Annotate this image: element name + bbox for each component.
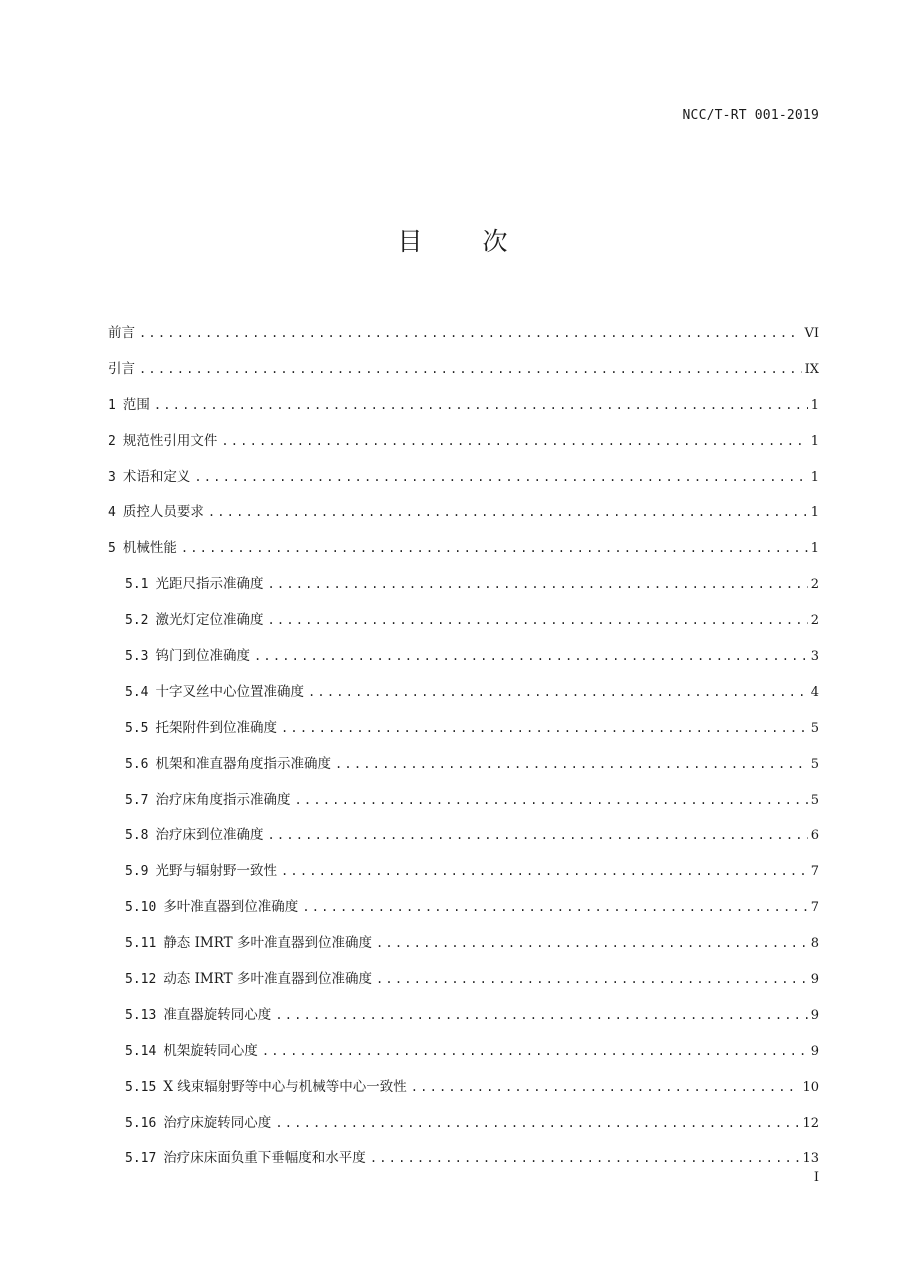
toc-dot-leader — [139, 326, 801, 340]
toc-entry-number: 5.11 — [125, 936, 157, 952]
toc-entry-label — [125, 859, 281, 879]
toc-entry[interactable] — [108, 788, 819, 824]
toc-entry-page: 7 — [810, 864, 819, 880]
toc-entry-title: 治疗床床面负重下垂幅度和水平度 — [163, 1150, 366, 1167]
toc-entry-label — [108, 393, 154, 413]
toc-entry[interactable] — [108, 465, 819, 501]
toc-entry-label — [108, 536, 181, 556]
toc-dot-leader — [154, 398, 808, 412]
toc-title: 目 次 — [397, 227, 534, 256]
toc-entry[interactable] — [108, 1146, 819, 1182]
toc-entry-page: 8 — [810, 936, 819, 952]
toc-entry-label — [108, 357, 139, 377]
toc-entry[interactable] — [108, 1111, 819, 1147]
toc-entry[interactable] — [108, 716, 819, 752]
toc-entry-page: VI — [804, 326, 819, 341]
toc-entry[interactable] — [108, 823, 819, 859]
toc-entry[interactable] — [108, 608, 819, 644]
toc-entry-title: 十字叉丝中心位置准确度 — [155, 683, 304, 700]
toc-entry-label — [125, 572, 267, 592]
toc-entry-label — [125, 931, 376, 951]
toc-entry-label — [125, 1146, 370, 1166]
toc-entry-title: 治疗床旋转同心度 — [163, 1114, 272, 1131]
toc-entry-title: 规范性引用文件 — [122, 432, 218, 449]
toc-entry[interactable] — [108, 500, 819, 536]
toc-entry-number: 5.8 — [125, 828, 149, 844]
toc-entry-number: 5 — [108, 541, 116, 557]
page-number: I — [813, 1170, 819, 1185]
toc-dot-leader — [267, 828, 807, 842]
toc-dot-leader — [370, 1151, 800, 1165]
toc-entry-page: 7 — [810, 900, 819, 916]
toc-entry-number: 5.3 — [125, 649, 149, 665]
toc-entry-title: 光野与辐射野一致性 — [155, 863, 277, 880]
toc-entry-number: 4 — [108, 505, 116, 521]
toc-entry-page: 12 — [802, 1115, 819, 1131]
toc-entry-page: 4 — [810, 684, 819, 700]
toc-dot-leader — [411, 1080, 800, 1094]
toc-entry[interactable] — [108, 572, 819, 608]
toc-entry-page: 2 — [810, 577, 819, 593]
toc-entry[interactable] — [108, 680, 819, 716]
toc-entry[interactable] — [108, 1039, 819, 1075]
toc-entry-number: 5.12 — [125, 972, 157, 988]
toc-entry-number: 1 — [108, 397, 116, 413]
toc-dot-leader — [221, 434, 807, 448]
toc-entry[interactable] — [108, 1075, 819, 1111]
toc-entry[interactable] — [108, 357, 819, 393]
toc-entry-page: 5 — [810, 756, 819, 772]
toc-entry-number: 5.9 — [125, 864, 149, 880]
toc-entry-number: 5.4 — [125, 684, 149, 700]
toc-dot-leader — [376, 972, 808, 986]
toc-entry[interactable] — [108, 1003, 819, 1039]
toc-entry-title: 准直器旋转同心度 — [163, 1006, 272, 1023]
toc-dot-leader — [267, 613, 807, 627]
toc-entry-page: 9 — [810, 972, 819, 988]
toc-entry-title: X 线束辐射野等中心与机械等中心一致性 — [163, 1078, 407, 1095]
toc-entry[interactable] — [108, 859, 819, 895]
toc-entry-label — [125, 1075, 411, 1095]
toc-entry-label — [108, 465, 194, 485]
toc-entry-title: 动态 IMRT 多叶准直器到位准确度 — [163, 971, 372, 988]
toc-dot-leader — [294, 793, 807, 807]
toc-entry-page: IX — [804, 361, 819, 377]
toc-entry-number: 5.17 — [125, 1151, 157, 1167]
toc-entry[interactable] — [108, 895, 819, 931]
document-code: NCC/T-RT 001-2019 — [682, 108, 819, 123]
toc-entry-page: 13 — [802, 1151, 819, 1167]
toc-entry-page: 5 — [810, 720, 819, 736]
toc-entry-label — [125, 680, 308, 700]
toc-entry-page: 1 — [810, 397, 819, 413]
toc-dot-leader — [281, 721, 808, 735]
toc-entry-title: 范围 — [122, 396, 150, 413]
toc-dot-leader — [275, 1008, 807, 1022]
toc-entry-page: 1 — [810, 433, 819, 449]
toc-dot-leader — [254, 649, 808, 663]
toc-entry-title: 治疗床角度指示准确度 — [155, 791, 291, 808]
toc-entry-page: 10 — [802, 1079, 819, 1095]
toc-entry[interactable] — [108, 321, 819, 357]
toc-dot-leader — [275, 1116, 799, 1130]
toc-entry[interactable] — [108, 644, 819, 680]
toc-entry-number: 5.14 — [125, 1043, 157, 1059]
toc-entry-label — [125, 823, 267, 843]
toc-entry-title: 前言 — [108, 325, 135, 341]
toc-entry-number: 2 — [108, 433, 116, 449]
toc-entry-title: 机械性能 — [122, 540, 177, 557]
toc-entry-title: 钨门到位准确度 — [155, 648, 250, 665]
toc-entry-label — [125, 608, 267, 628]
toc-entry-title: 光距尺指示准确度 — [155, 576, 264, 593]
toc-entry-label — [108, 429, 221, 449]
toc-entry-title: 静态 IMRT 多叶准直器到位准确度 — [163, 935, 372, 952]
toc-entry-title: 治疗床到位准确度 — [155, 827, 264, 844]
toc-entry-number: 3 — [108, 469, 116, 485]
toc-entry-page: 1 — [810, 505, 819, 521]
toc-dot-leader — [181, 541, 808, 555]
toc-dot-leader — [335, 757, 808, 771]
toc-entry-label — [125, 1039, 262, 1059]
toc-entry-page: 1 — [810, 469, 819, 485]
toc-entry-number: 5.10 — [125, 900, 157, 916]
toc-entry-number: 5.16 — [125, 1115, 157, 1131]
toc-dot-leader — [267, 577, 807, 591]
toc-entry-label — [108, 500, 208, 520]
toc-entry-label — [125, 1003, 275, 1023]
toc-entry-title: 多叶准直器到位准确度 — [163, 899, 299, 916]
toc-dot-leader — [302, 900, 807, 914]
toc-entry-page: 2 — [810, 613, 819, 629]
toc-entry-label — [125, 1111, 275, 1131]
toc-entry-number: 5.15 — [125, 1079, 157, 1095]
toc-entry-page: 6 — [810, 828, 819, 844]
toc-entry[interactable] — [108, 536, 819, 572]
toc-entry-label — [125, 716, 281, 736]
toc-entry-number: 5.2 — [125, 613, 149, 629]
toc-entry-title: 质控人员要求 — [122, 504, 204, 521]
toc-entry-title: 机架旋转同心度 — [163, 1042, 258, 1059]
toc-entry-label — [125, 967, 376, 987]
toc-dot-leader — [139, 362, 802, 376]
toc-dot-leader — [281, 864, 808, 878]
toc-entry-number: 5.1 — [125, 577, 149, 593]
toc-entry-page: 9 — [810, 1007, 819, 1023]
toc-entry-title: 术语和定义 — [122, 468, 191, 485]
toc-entry-number: 5.13 — [125, 1007, 157, 1023]
toc-dot-leader — [308, 685, 808, 699]
toc-entry-page: 5 — [810, 792, 819, 808]
toc-entry-label — [125, 895, 302, 915]
toc-entry-label — [125, 752, 335, 772]
toc-entry-label — [125, 788, 294, 808]
toc-entry-page: 9 — [810, 1043, 819, 1059]
toc-entry-page: 1 — [810, 541, 819, 557]
toc-entry[interactable] — [108, 393, 819, 429]
toc-entry-number: 5.5 — [125, 720, 149, 736]
toc-entry[interactable] — [108, 752, 819, 788]
toc-dot-leader — [262, 1044, 808, 1058]
toc-entry-page: 3 — [810, 649, 819, 665]
toc-entry-title: 机架和准直器角度指示准确度 — [155, 755, 331, 772]
toc-entry-number: 5.6 — [125, 756, 149, 772]
toc-entry-title: 激光灯定位准确度 — [155, 612, 264, 629]
toc-entry-label — [125, 644, 254, 664]
toc-dot-leader — [194, 470, 807, 484]
toc-entry[interactable] — [108, 967, 819, 1003]
table-of-contents — [108, 321, 819, 1182]
toc-dot-leader — [376, 936, 808, 950]
toc-entry-label — [108, 321, 139, 341]
toc-dot-leader — [208, 505, 808, 519]
toc-entry-number: 5.7 — [125, 792, 149, 808]
toc-entry[interactable] — [108, 429, 819, 465]
toc-entry-title: 托架附件到位准确度 — [155, 719, 277, 736]
toc-entry-title: 引言 — [108, 360, 135, 377]
toc-entry[interactable] — [108, 931, 819, 967]
